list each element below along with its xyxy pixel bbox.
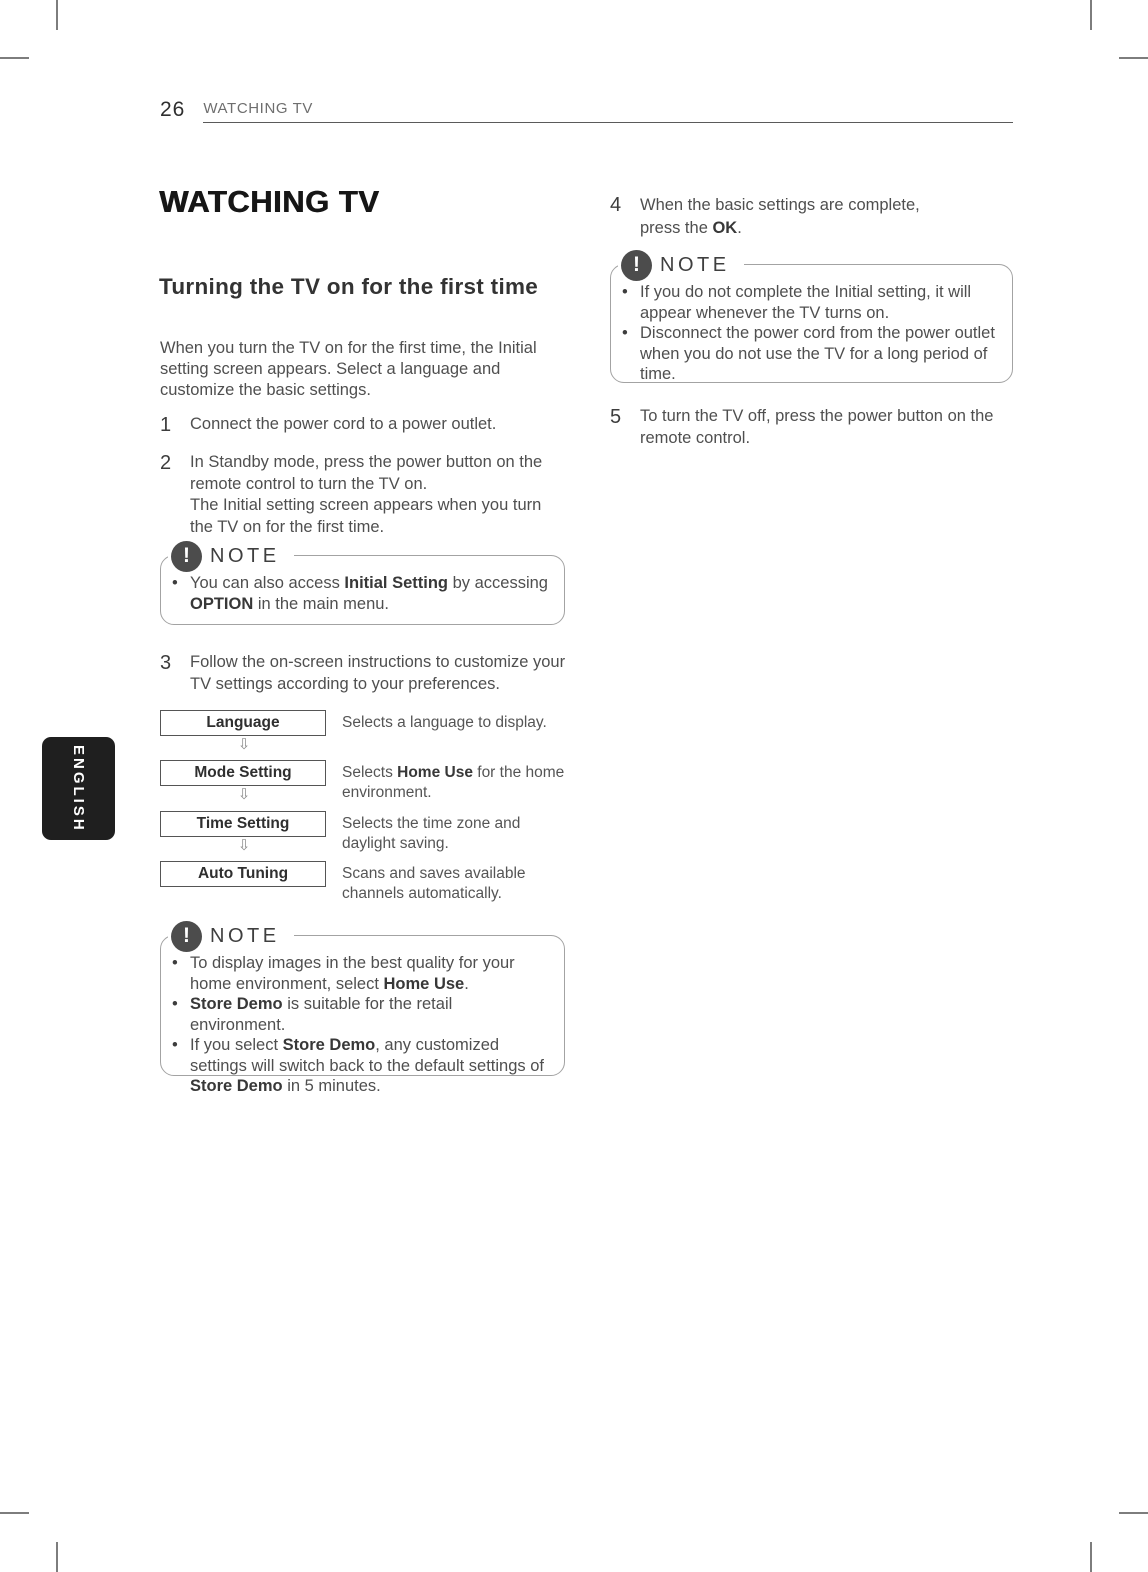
step-3-number: 3 bbox=[160, 652, 172, 674]
step-5 bbox=[610, 406, 1012, 449]
note-exclamation-icon bbox=[171, 921, 202, 952]
note-bullet bbox=[172, 994, 552, 1035]
bullet-icon: • bbox=[172, 574, 178, 592]
flow-row-mode-setting bbox=[160, 760, 565, 802]
note-bullet-text: To display images in the best quality for your home environment, select Home Use. bbox=[190, 954, 515, 993]
step-5-number: 5 bbox=[610, 406, 622, 428]
note-bullet bbox=[622, 323, 1000, 385]
flow-box-language: Language bbox=[160, 710, 326, 736]
note-label: NOTE bbox=[210, 544, 280, 567]
note-box-initial-setting-warning bbox=[610, 253, 1013, 383]
flow-row-auto-tuning bbox=[160, 861, 565, 903]
header-rule bbox=[203, 100, 1013, 123]
exclamation-glyph: ! bbox=[183, 544, 190, 567]
section-heading: Turning the TV on for the first time bbox=[159, 274, 539, 299]
down-arrow-icon: ⇩ bbox=[237, 736, 251, 753]
exclamation-glyph: ! bbox=[183, 924, 190, 947]
note-bullet-text: If you do not complete the Initial setting, it will appear whenever the TV turns on. bbox=[640, 283, 972, 322]
bullet-icon: • bbox=[172, 995, 178, 1013]
crop-mark-bottom-left-v bbox=[56, 1542, 58, 1572]
flow-desc-time-setting: Selects the time zone and daylight saving. bbox=[342, 815, 521, 852]
note-bullet-text: Store Demo is suitable for the retail environment. bbox=[190, 995, 453, 1034]
crop-mark-top-left-v bbox=[56, 0, 58, 30]
step-4-text-line1: When the basic settings are complete, bbox=[640, 196, 920, 214]
chapter-title: WATCHING TV bbox=[159, 184, 380, 219]
note-box-home-use bbox=[160, 924, 565, 1095]
step-5-text: To turn the TV off, press the power button on the remote control. bbox=[640, 407, 994, 447]
flow-box-time-setting: Time Setting bbox=[160, 811, 326, 837]
bullet-icon: • bbox=[172, 1036, 178, 1054]
bullet-icon: • bbox=[622, 283, 628, 301]
step-4-number: 4 bbox=[610, 194, 622, 216]
note-box-initial-setting bbox=[160, 544, 565, 625]
bullet-icon: • bbox=[622, 324, 628, 342]
step-4 bbox=[610, 194, 1012, 240]
note-bullet bbox=[172, 573, 552, 614]
crop-mark-top-right-v bbox=[1090, 0, 1092, 30]
step-1-number: 1 bbox=[160, 414, 172, 436]
page-number: 26 bbox=[160, 98, 186, 121]
page-header bbox=[160, 98, 1013, 123]
flow-box-mode-setting: Mode Setting bbox=[160, 760, 326, 786]
flow-row-language bbox=[160, 710, 565, 753]
step-2-text-line1: In Standby mode, press the power button on the remote control to turn the TV on. bbox=[190, 453, 543, 493]
note-header bbox=[168, 919, 294, 953]
note-bullet-text: If you select Store Demo, any customized settings will switch back to the default settings of Store Demo in 5 minutes. bbox=[190, 1036, 545, 1095]
note-bullet bbox=[172, 953, 552, 994]
crop-mark-bottom-left-h bbox=[0, 1512, 29, 1514]
bullet-icon: • bbox=[172, 954, 178, 972]
note-label: NOTE bbox=[210, 924, 280, 947]
note-bullet bbox=[172, 1035, 552, 1097]
step-2 bbox=[160, 452, 568, 538]
flow-desc-auto-tuning: Scans and saves available channels automatically. bbox=[342, 865, 526, 902]
language-tab-label: ENGLISH bbox=[70, 744, 87, 833]
note-label: NOTE bbox=[660, 253, 730, 276]
down-arrow-icon: ⇩ bbox=[237, 837, 251, 854]
crop-mark-top-left-h bbox=[0, 57, 29, 59]
header-section-title: WATCHING TV bbox=[203, 100, 314, 117]
intro-paragraph: When you turn the TV on for the first time, the Initial setting screen appears. Select a language and customize the basic settings. bbox=[160, 339, 537, 399]
down-arrow-icon: ⇩ bbox=[237, 786, 251, 803]
note-exclamation-icon bbox=[171, 541, 202, 572]
note-bullet-text: You can also access Initial Setting by accessing OPTION in the main menu. bbox=[190, 574, 548, 613]
step-4-text-line2: press the OK. bbox=[640, 219, 742, 237]
note-header bbox=[168, 539, 294, 573]
step-1-text: Connect the power cord to a power outlet. bbox=[190, 415, 497, 433]
initial-setting-flow-diagram bbox=[160, 710, 565, 902]
crop-mark-top-right-h bbox=[1119, 57, 1148, 59]
step-2-number: 2 bbox=[160, 452, 172, 474]
note-header bbox=[618, 248, 744, 282]
note-exclamation-icon bbox=[621, 250, 652, 281]
step-3-text: Follow the on-screen instructions to customize your TV settings according to your preferences. bbox=[190, 653, 566, 693]
crop-mark-bottom-right-h bbox=[1119, 1512, 1148, 1514]
note-bullet bbox=[622, 282, 1000, 323]
exclamation-glyph: ! bbox=[633, 253, 640, 276]
note-bullet-text: Disconnect the power cord from the power outlet when you do not use the TV for a long period of time. bbox=[640, 324, 995, 383]
flow-box-auto-tuning: Auto Tuning bbox=[160, 861, 326, 887]
flow-desc-language: Selects a language to display. bbox=[342, 714, 547, 731]
step-3 bbox=[160, 652, 568, 695]
language-side-tab bbox=[42, 737, 115, 840]
flow-row-time-setting bbox=[160, 811, 565, 853]
step-1 bbox=[160, 414, 568, 436]
crop-mark-bottom-right-v bbox=[1090, 1542, 1092, 1572]
step-2-text-line2: The Initial setting screen appears when you turn the TV on for the first time. bbox=[190, 496, 542, 536]
flow-desc-mode-setting: Selects Home Use for the home environment. bbox=[342, 764, 565, 801]
